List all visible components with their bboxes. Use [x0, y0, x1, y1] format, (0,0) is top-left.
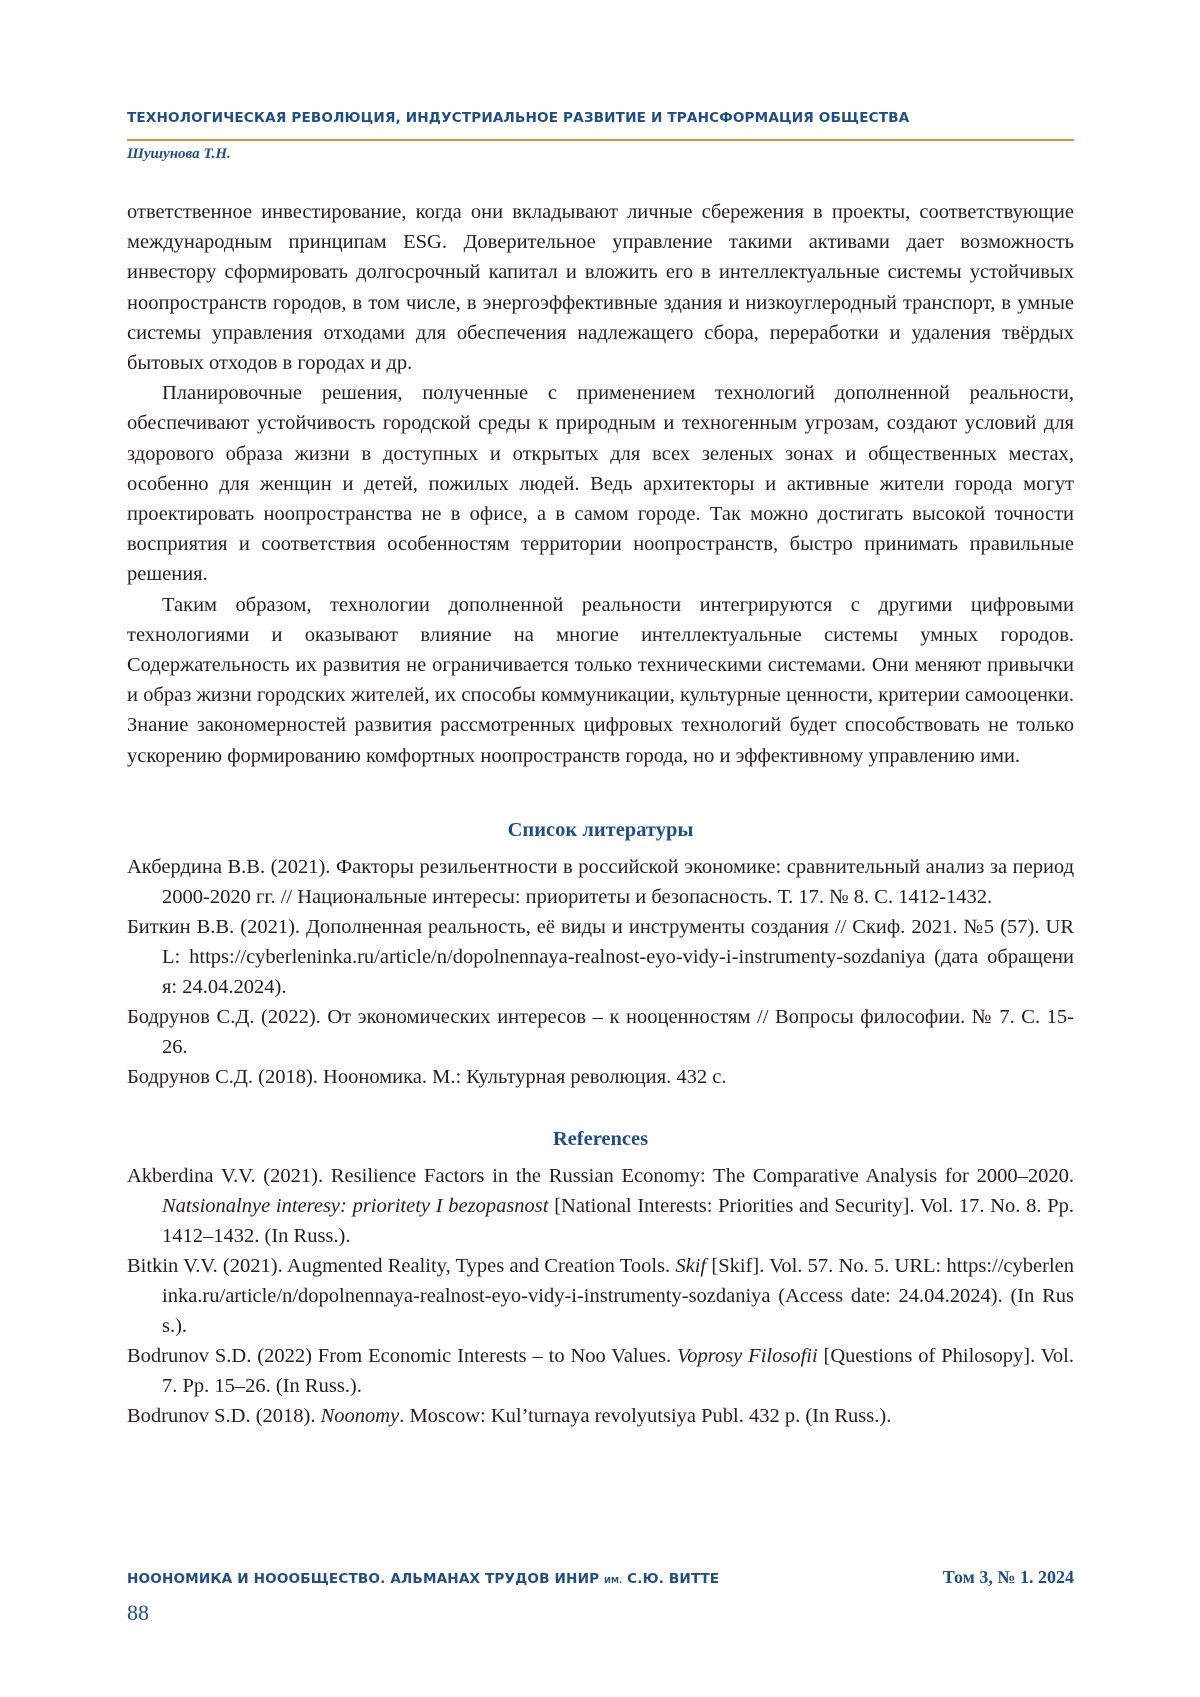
- article-body: [127, 197, 1074, 771]
- bibliography-item: Бодрунов С.Д. (2018). Ноономика. М.: Культурная революция. 432 с.: [127, 1062, 1074, 1092]
- reference-item: Bitkin V.V. (2021). Augmented Reality, Types and Creation Tools. Skif [Skif]. Vol. 57. No. 5. URL: https://cyberleninka.ru/article/n/dopolnennaya-realnost-eyo-vidy-i-instrumenty-sozdaniya (Access date: 24.04.2024). (In Russ.).: [127, 1251, 1074, 1341]
- body-paragraph: Планировочные решения, полученные с применением технологий дополненной реальности, обеспечивают устойчивость городской среды к природным и техногенным угрозам, создают условий для здорового образа жизни в доступных и открытых для всех зеленых зонах и общественных местах, особенно для женщин и детей, пожилых людей. Ведь архитекторы и активные жители города могут проектировать ноопространства не в офисе, а в самом городе. Так можно достигать высокой точности восприятия и соответствия особенностям территории ноопространств, быстро принимать правильные решения.: [127, 378, 1074, 589]
- bibliography-item: Биткин В.В. (2021). Дополненная реальность, её виды и инструменты создания // Скиф. 2021. №5 (57). URL: https://cyberleninka.ru/article/n/dopolnennaya-realnost-eyo-vidy-i-instrumenty-sozdaniya (дата обращения: 24.04.2024).: [127, 912, 1074, 1002]
- bibliography-list: [127, 852, 1074, 1092]
- running-title: ТЕХНОЛОГИЧЕСКАЯ РЕВОЛЮЦИЯ, ИНДУСТРИАЛЬНОЕ РАЗВИТИЕ И ТРАНСФОРМАЦИЯ ОБЩЕСТВА: [127, 110, 909, 126]
- references-list: [127, 1161, 1074, 1431]
- body-paragraph: Таким образом, технологии дополненной реальности интегрируются с другими цифровыми технологиями и оказывают влияние на многие интеллектуальные системы умных городов. Содержательность их развития не ограничивается только техническими системами. Они меняют привычки и образ жизни городских жителей, их способы коммуникации, культурные ценности, критерии самооценки. Знание закономерностей развития рассмотренных цифровых технологий будет способствовать не только ускорению формированию комфортных ноопространств города, но и эффективному управлению ими.: [127, 590, 1074, 771]
- header-rule: [127, 139, 1074, 141]
- bibliography-title: Список литературы: [127, 819, 1074, 842]
- journal-title: НООНОМИКА И НОООБЩЕСТВО. АЛЬМАНАХ ТРУДОВ ИНИР ИМ. С.Ю. ВИТТЕ: [127, 1571, 719, 1587]
- reference-item: Bodrunov S.D. (2022) From Economic Interests – to Noo Values. Voprosy Filosofii [Questions of Philosopy]. Vol. 7. Pp. 15–26. (In Russ.).: [127, 1341, 1074, 1401]
- reference-item: Akberdina V.V. (2021). Resilience Factors in the Russian Economy: The Comparative Analysis for 2000–2020. Natsionalnye interesy: prioritety I bezopasnost [National Interests: Priorities and Security]. Vol. 17. No. 8. Pp. 1412–1432. (In Russ.).: [127, 1161, 1074, 1251]
- page-number: 88: [127, 1600, 149, 1626]
- page: [0, 0, 1200, 1697]
- bibliography-item: Бодрунов С.Д. (2022). От экономических интересов – к нооценностям // Вопросы философии. № 7. С. 15-26.: [127, 1002, 1074, 1062]
- reference-item: Bodrunov S.D. (2018). Noonomy. Moscow: Kul’turnaya revolyutsiya Publ. 432 p. (In Russ.).: [127, 1401, 1074, 1431]
- author-name: Шушунова Т.Н.: [127, 146, 231, 163]
- bibliography-item: Акбердина В.В. (2021). Факторы резильентности в российской экономике: сравнительный анализ за период 2000-2020 гг. // Национальные интересы: приоритеты и безопасность. Т. 17. № 8. С. 1412-1432.: [127, 852, 1074, 912]
- issue-info: Том 3, № 1. 2024: [943, 1567, 1074, 1588]
- body-paragraph: ответственное инвестирование, когда они вкладывают личные сбережения в проекты, соответствующие международным принципам ESG. Доверительное управление такими активами дает возможность инвестору сформировать долгосрочный капитал и вложить его в интеллектуальные системы устойчивых ноопространств городов, в том числе, в энергоэффективные здания и низкоуглеродный транспорт, в умные системы управления отходами для обеспечения надлежащего сбора, переработки и удаления твёрдых бытовых отходов в городах и др.: [127, 197, 1074, 378]
- references-title: References: [127, 1128, 1074, 1151]
